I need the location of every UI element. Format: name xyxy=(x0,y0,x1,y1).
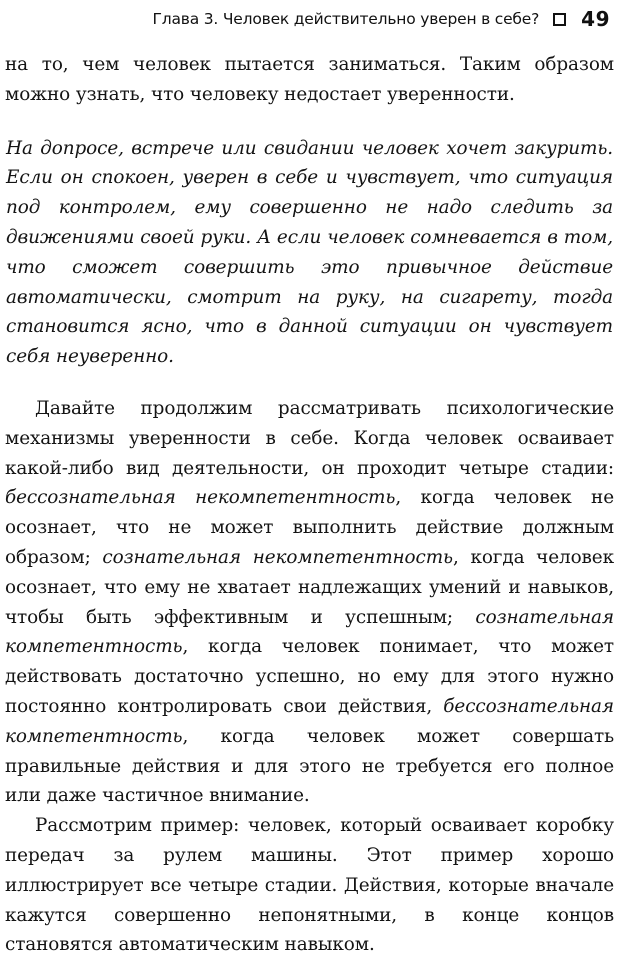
text-segment: , когда человек не осознает, что не может выполнить действие должным образом; xyxy=(5,487,614,568)
running-header xyxy=(5,0,614,38)
text-segment: Давайте продолжим рассматривать психологические механизмы уверенности в себе. Когда человек осваивает какой-либо вид деятельности, он проходит четыре стадии: xyxy=(5,397,614,479)
italic-example-paragraph: На допросе, встрече или свидании человек хочет закурить. Если он спокоен, уверен в себе и чувствует, что ситуация под контролем, ему совершенно не надо следить за движениями своей руки. А если человек сомневается в том, что сможет совершить это привычное действие автоматически, смотрит на руку, на сигарету, тогда становится ясно, что в данной ситуации он чувствует себя неуверенно. xyxy=(6,137,613,368)
paragraph-example: Рассмотрим пример: человек, который осваивает коробку передач за рулем машины. Этот пример хорошо иллюстрирует все четыре стадии. Действия, которые вначале кажутся совершенно непонятными, в конце концов становятся автоматическим навыком. xyxy=(5,815,614,956)
page-number: 49 xyxy=(581,7,610,31)
text-segment: , когда человек может совершать правильные действия и для этого не требуется его полное или даже частичное внимание. xyxy=(5,725,614,807)
text-segment: , когда человек понимает, что может действовать достаточно успешно, но ему для этого нужно постоянно контролировать свои действия, xyxy=(5,636,614,717)
chapter-title: Глава 3. Человек действительно уверен в себе? xyxy=(152,10,540,28)
paragraph-continuation: на то, чем человек пытается заниматься. Таким образом можно узнать, что человеку недостает уверенности. xyxy=(5,54,614,105)
term-unconscious-competence: бессознательная компетентность xyxy=(5,695,614,747)
checkbox-square-icon xyxy=(553,13,566,26)
term-unconscious-incompetence: бессознательная некомпетентность xyxy=(5,487,396,509)
term-conscious-competence: сознательная компетентность xyxy=(5,606,614,658)
page-body xyxy=(5,50,614,960)
paragraph-stages xyxy=(5,394,614,811)
term-conscious-incompetence: сознательная некомпетентность xyxy=(102,546,453,568)
text-segment: , когда человек осознает, что ему не хватает надлежащих умений и навыков, чтобы быть эффективным и успешным; xyxy=(5,546,614,628)
